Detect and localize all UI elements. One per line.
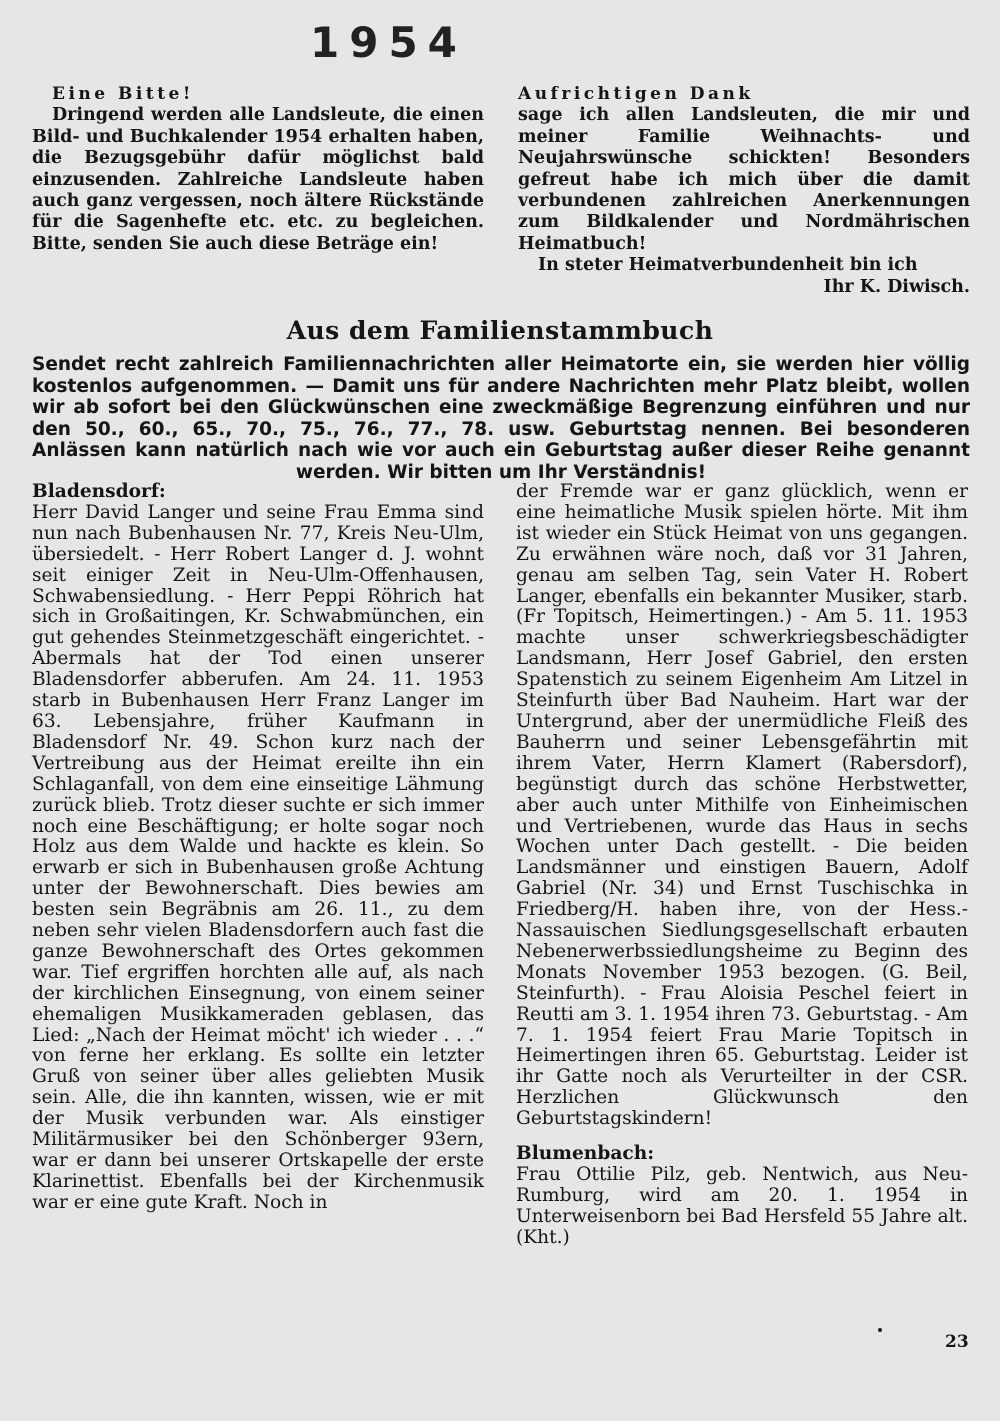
family-section-intro: Sendet recht zahlreich Familiennachrichten aller Heimatorte ein, sie werden hier völlig kostenlos aufgenommen. — Damit uns für andere Nachrichten mehr Platz bleibt, wollen wir ab sofort bei den Glückwünschen eine zweckmäßige Begrenzung einführen und nur den 50., 60., 65., 70., 75., 76., 77., 78. usw. Geburtstag nennen. Bei besonderen Anlässen kann natürlich nach wie vor auch ein Geburtstag außer dieser Reihe genannt werden. Wir bitten um Ihr Verständnis! <box>32 354 970 483</box>
blumenbach-heading: Blumenbach: <box>516 1143 655 1165</box>
family-section-title: Aus dem Familienstammbuch <box>286 316 714 345</box>
request-notice-body: Dringend werden alle Landsleute, die einen Bild- und Buchkalender 1954 erhalten haben, die Bezugsgebühr dafür möglichst bald einzusenden. Zahlreiche Landsleute haben auch ganz vergessen, noch ältere Rückstände für die Sagenhefte etc. etc. zu begleichen. Bitte, senden Sie auch diese Beträge ein! <box>32 105 484 254</box>
header-year: 1954 <box>310 18 467 67</box>
bladensdorf-heading: Bladensdorf: <box>32 481 166 502</box>
blumenbach-text: Frau Ottilie Pilz, geb. Nentwich, aus Neu-Rumburg, wird am 20. 1. 1954 in Unterweisenborn bei Bad Hersfeld 55 Jahre alt. (Kht.) <box>516 1164 968 1248</box>
thanks-notice-closing: In steter Heimatverbundenheit bin ich <box>538 255 918 276</box>
thanks-notice <box>518 84 970 298</box>
request-notice <box>32 84 484 255</box>
thanks-notice-body: sage ich allen Landsleuten, die mir und meiner Familie Weihnachts- und Neujahrswünsche schickten! Besonders gefreut habe ich mich über die damit verbundenen zahlreichen Anerkennungen zum Bildkalender und Nordmährischen Heimatbuch! <box>518 105 970 254</box>
bladensdorf-text-part2: der Fremde war er ganz glücklich, wenn er eine heimatliche Musik spielen hörte. Mit ihm ist wieder ein Stück Heimat von uns gegangen. Zu erwähnen wäre noch, daß vor 31 Jahren, genau am selben Tag, sein Vater H. Robert Langer, ebenfalls ein bekannter Musiker, starb. (Fr Topitsch, Heimertingen.) - Am 5. 11. 1953 machte unser schwerkriegsbeschädigter Landsmann, Herr Josef Gabriel, den ersten Spatenstich zu seinem Eigenheim Am Litzel in Steinfurth über Bad Nauheim. Hart war der Untergrund, aber der unermüdliche Fleiß des Bauherrn und seiner Lebensgefährtin mit ihrem Vater, Herrn Klamert (Rabersdorf), begünstigt durch das schöne Herbstwetter, aber auch unter Mithilfe von Einheimischen und Vertriebenen, wurde das Haus in sechs Wochen unter Dach gestellt. - Die beiden Landsmänner und einstigen Bauern, Adolf Gabriel (Nr. 34) und Ernst Tuschischka in Friedberg/H. haben ihre, von der Hess.-Nassauischen Siedlungsgesellschaft erbauten Nebenerwerbssiedlungsheime zu Beginn des Monats November 1953 bezogen. (G. Beil, Steinfurth). - Frau Aloisia Peschel feiert in Reutti am 3. 1. 1954 ihren 73. Geburtstag. - Am 7. 1. 1954 feiert Frau Marie Topitsch in Heimertingen ihren 65. Geburtstag. Leider ist ihr Gatte noch als Verurteilter in der CSR. Herzlichen Glückwunsch den Geburtstagskindern! <box>516 481 968 1130</box>
bladensdorf-text-part1: Herr David Langer und seine Frau Emma sind nun nach Bubenhausen Nr. 77, Kreis Neu-Ulm, übersiedelt. - Herr Robert Langer d. J. wohnt seit einiger Zeit in Neu-Ulm-Offenhausen, Schwabensiedlung. - Herr Peppi Röhrich hat sich in Großaitingen, Kr. Schwabmünchen, ein gut gehendes Steinmetzgeschäft eingerichtet. - Abermals hat der Tod einen unserer Bladensdorfer abberufen. Am 24. 11. 1953 starb in Bubenhausen Herr Franz Langer im 63. Lebensjahre, früher Kaufmann in Bladensdorf Nr. 49. Schon kurz nach der Vertreibung aus der Heimat ereilte ihn ein Schlaganfall, von dem eine einseitige Lähmung zurück blieb. Trotz dieser suchte er sich immer noch eine Beschäftigung; er holte sogar noch Holz aus dem Walde und hackte es klein. So erwarb er sich in Bubenhausen große Achtung unter der Bewohnerschaft. Dies bewies am besten sein Begräbnis am 26. 11., zu dem neben sehr vielen Bladensdorfern auch fast die ganze Bewohnerschaft des Ortes gekommen war. Tief ergriffen horchten alle auf, als nach der kirchlichen Einsegnung, von einem seiner ehemaligen Musikkameraden geblasen, das Lied: „Nach der Heimat möcht' ich wieder . . .“ von ferne her erklang. Es sollte ein letzter Gruß von seiner über alles geliebten Musik sein. Alle, die ihn kannten, wissen, wie er mit der Musik verbunden war. Als einstiger Militärmusiker bei den Schönberger 93ern, war er dann bei unserer Ortskapelle der erste Klarinettist. Ebenfalls bei der Kirchenmusik war er eine gute Kraft. Noch in <box>32 501 484 1213</box>
article-column-right <box>516 482 968 1249</box>
article-column-left <box>32 482 484 1214</box>
page-number: 23 <box>945 1332 969 1352</box>
print-speck <box>878 1328 882 1332</box>
request-notice-heading: Eine Bitte! <box>52 84 194 104</box>
thanks-notice-heading: Aufrichtigen Dank <box>518 84 754 104</box>
thanks-notice-signature: Ihr K. Diwisch. <box>823 276 970 297</box>
